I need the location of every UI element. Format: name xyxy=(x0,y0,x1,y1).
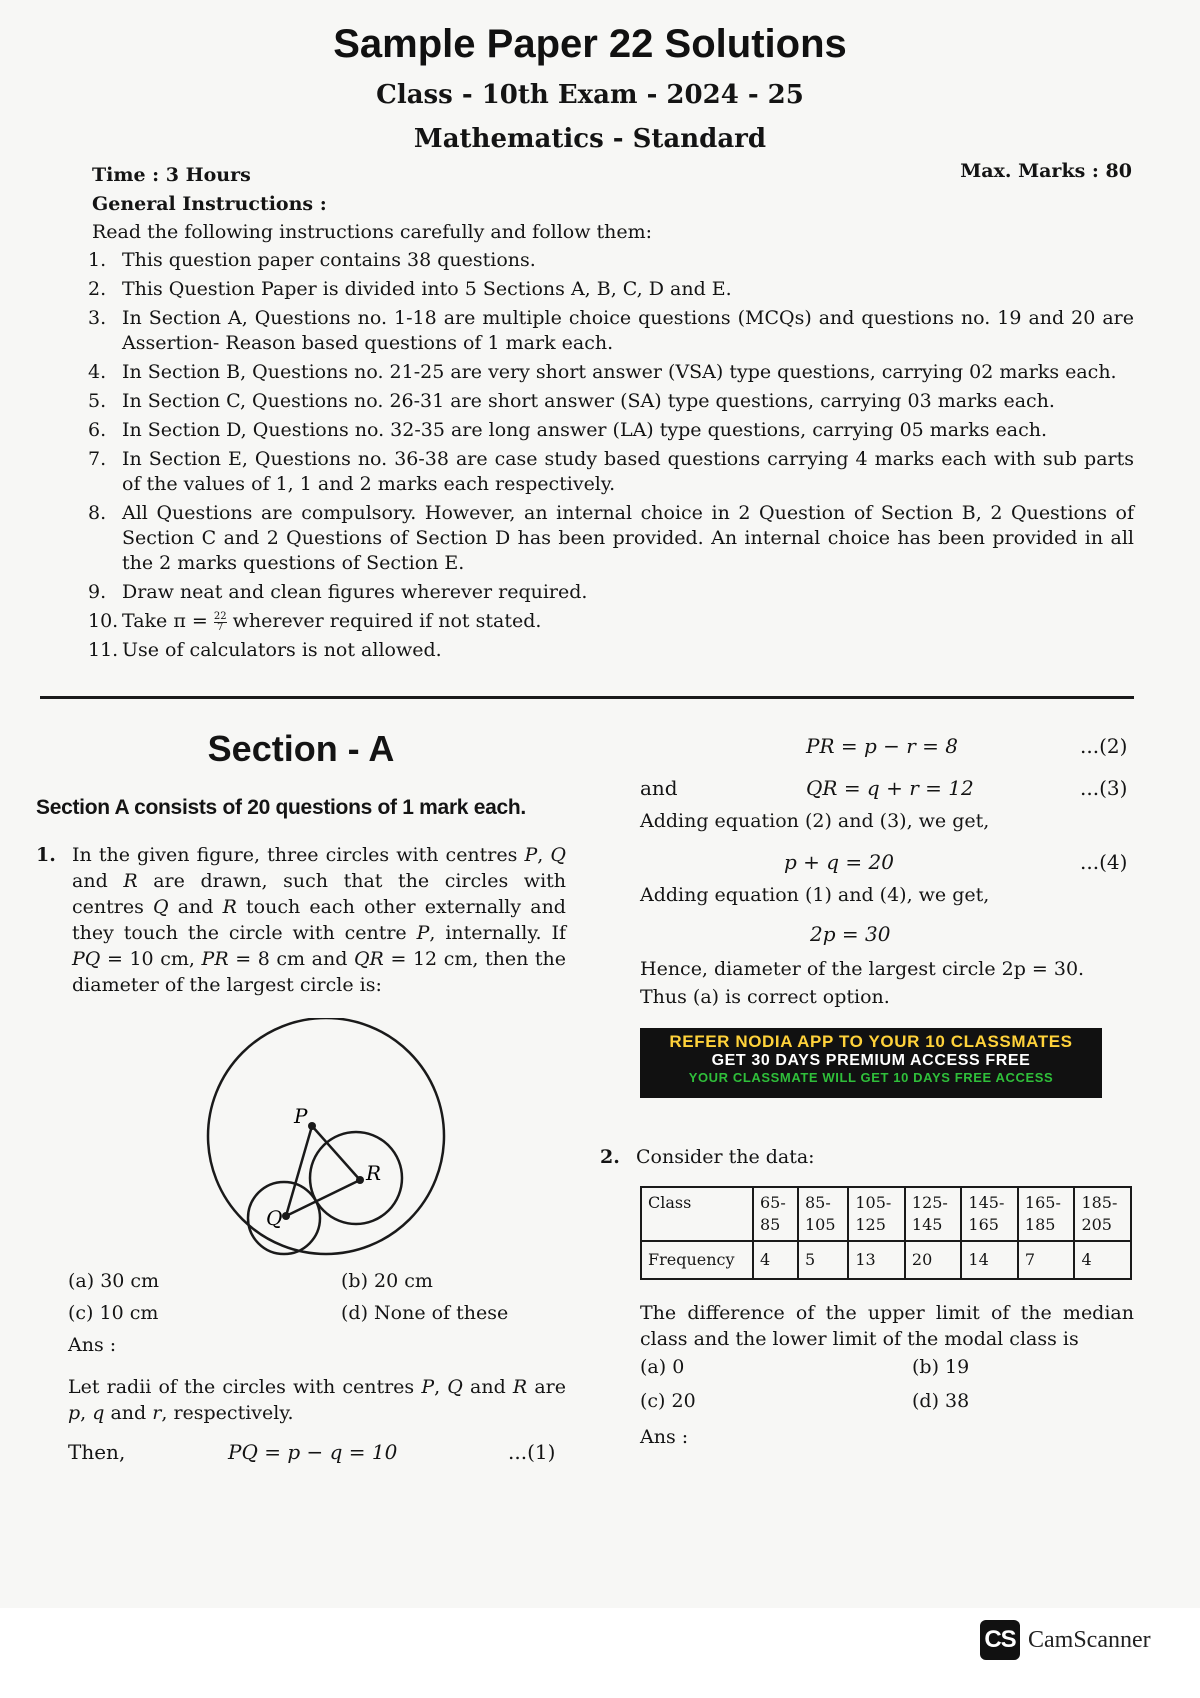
instructions-heading: General Instructions : xyxy=(92,193,327,215)
question-number: 1. xyxy=(36,844,56,866)
table-cell: 125- 145 xyxy=(905,1187,962,1241)
option-b: (b) 20 cm xyxy=(341,1270,433,1292)
question-2-prompt: The difference of the upper limit of the median class and the lower limit of the modal class is xyxy=(640,1302,1134,1350)
solution-intro: Let radii of the circles with centres P, Q and R are p, q and r, respectively. xyxy=(68,1376,566,1424)
paper-title: Sample Paper 22 Solutions xyxy=(333,22,847,66)
segment-pr xyxy=(312,1126,360,1180)
promo-banner[interactable] xyxy=(640,1028,1102,1098)
camscanner-label: CamScanner xyxy=(1028,1626,1151,1653)
banner-line-2: GET 30 DAYS PREMIUM ACCESS FREE xyxy=(711,1052,1031,1069)
answer-label: Ans : xyxy=(68,1334,117,1356)
table-header-cell: Frequency xyxy=(641,1241,753,1279)
table-cell: 145- 165 xyxy=(961,1187,1018,1241)
thus-line: Thus (a) is correct option. xyxy=(640,986,890,1008)
instruction-item: 11. Use of calculators is not allowed. xyxy=(88,639,442,661)
table-row xyxy=(641,1241,1131,1279)
hence-line: Hence, diameter of the largest circle 2p = 30. xyxy=(640,958,1085,980)
question-2 xyxy=(600,1146,1140,1168)
option-c: (c) 20 xyxy=(640,1390,696,1412)
table-row xyxy=(641,1187,1131,1241)
option-c: (c) 10 cm xyxy=(68,1302,159,1324)
instructions-intro: Read the following instructions carefully and follow them: xyxy=(92,221,653,243)
table-cell: 7 xyxy=(1018,1241,1075,1279)
adding-2-3: Adding equation (2) and (3), we get, xyxy=(640,810,990,832)
table-header-cell: Class xyxy=(641,1187,753,1241)
table-cell: 4 xyxy=(1074,1241,1131,1279)
large-circle xyxy=(208,1018,444,1254)
instruction-item: 6. In Section D, Questions no. 32-35 are long answer (LA) type questions, carrying 05 marks each. xyxy=(88,419,1048,441)
point-q xyxy=(282,1212,290,1220)
table-cell: 85- 105 xyxy=(798,1187,848,1241)
instruction-item: 8. All Questions are compulsory. However, an internal choice in 2 Question of Section B, 2 Questions of Section C and 2 Questions of Section D has been provided. An internal choice has been provided in all the 2 marks questions of Section E. xyxy=(88,502,1134,574)
table-cell: 20 xyxy=(905,1241,962,1279)
table-cell: 65- 85 xyxy=(753,1187,798,1241)
instruction-item: 2. This Question Paper is divided into 5 Sections A, B, C, D and E. xyxy=(88,278,732,300)
section-divider xyxy=(40,696,1134,699)
instruction-item: 7. In Section E, Questions no. 36-38 are case study based questions carrying 4 marks each with sub parts of the values of 1, 1 and 2 marks each respectively. xyxy=(88,448,1134,495)
table-cell: 165- 185 xyxy=(1018,1187,1075,1241)
instructions-list xyxy=(80,248,1134,667)
option-a: (a) 30 cm xyxy=(68,1270,160,1292)
camscanner-logo-icon: CS xyxy=(980,1620,1020,1660)
time-label: Time : 3 Hours xyxy=(92,164,251,186)
max-marks-label: Max. Marks : 80 xyxy=(960,160,1132,182)
camscanner-watermark xyxy=(980,1620,1151,1660)
option-d: (d) 38 xyxy=(912,1390,970,1412)
option-d: (d) None of these xyxy=(341,1302,509,1324)
document-page: Sample Paper 22 Solutions Class - 10th Exam - 2024 - 25 Mathematics - Standard Time : 3 Hours Max. Marks : 80 General Instructions : Read the following instructions carefully and follow them: 1. This question paper contains 38 questions. 2. This Question Paper is divided into 5 Sections A, B, C, D and E. 3. In Section A, Questions no. 1-18 are multiple choice questions (MCQs) and questions no. 19 and 20 are Assertion- Reason based questions of 1 mark each. 4. In Section B, Questions no. 21-25 are very short answer (VSA) type questions, carrying 02 marks each. 5. In Section C, Questions no. 26-31 are short answer (SA) type questions, carrying 03 marks each. 6. In Section D, Questions no. 32-35 are long answer (LA) type questions, carrying 05 marks each. 7. In Section E, Questions no. 36-38 are case study based questions carrying 4 marks each with sub parts of the values of 1, 1 and 2 marks each respectively. 8. All Questions are compulsory. However, an internal choice in 2 Question of Section B, 2 Questions of Section C and 2 Questions of Section D has been provided. An internal choice has been provided in all the 2 marks questions of Section E. 9. Draw neat and clean figures wherever required. 10. Take π = $\frac{22}{7}$ wherever required if not stated. 11. Use of calculators is not allowed. Section - A Section A consists of 20 questions of 1 mark each. 1. In the given figure, three circles with centres P, Q and R are drawn, such that the circles with centres Q and R touch each other externally and they touch the circle with centre P, internally. If PQ = 10 cm, PR = 8 cm and QR = 12 cm, then the diameter of the largest circle is: P Q R (a) 30 cm (b) 20 cm (c) 10 cm (d) None of these Ans : Let radii of the circles with centres P, Q and R are p, q and r, respectively. Then, PQ = p − q = 10 ...(1) PR = p − r = 8 ...(2) and QR = q + r = 12 ...(3) Adding equation (2) and (3), we get, p + q = 20 ...(4) Adding equation (1) and (4), we get, 2p = 30 Hence, diameter of the largest circle 2p = 30. Thus (a) is correct option. REFER NODIA APP TO YOUR 10 CLASSMATES GET 30 DAYS PREMIUM ACCESS FREE YOUR CLASSMATE WILL GET 10 DAYS FREE ACCESS 2. Consider the data: Class 65- 85 85- 105 105- 125 125- 145 145- 165 165- 185 185- 205 Frequency 4 5 13 20 14 7 4 The difference of the upper limit of the median class and the lower limit of the modal class is (a) 0 (b) 19 (c) 20 (d) 38 Ans : xyxy=(0,0,1200,1608)
adding-1-4: Adding equation (1) and (4), we get, xyxy=(640,884,990,906)
instruction-item: 5. In Section C, Questions no. 26-31 are short answer (SA) type questions, carrying 03 marks each. xyxy=(88,390,1055,412)
section-title: Section - A xyxy=(207,728,395,769)
circles-figure xyxy=(186,1018,466,1288)
answer-label: Ans : xyxy=(640,1426,689,1448)
label-p: P xyxy=(294,1104,308,1128)
table-cell: 14 xyxy=(961,1241,1018,1279)
instruction-item: 1. This question paper contains 38 questions. xyxy=(88,249,536,271)
table-cell: 13 xyxy=(848,1241,905,1279)
option-b: (b) 19 xyxy=(912,1356,970,1378)
question-text: In the given figure, three circles with centres P, Q and R are drawn, such that the circles with centres Q and R touch each other externally and they touch the circle with centre P, internally. If PQ = 10 cm, PR = 8 cm and QR = 12 cm, then the diameter of the largest circle is: xyxy=(72,844,567,996)
point-r xyxy=(356,1176,364,1184)
instruction-item: 4. In Section B, Questions no. 21-25 are very short answer (VSA) type questions, carrying 02 marks each. xyxy=(88,361,1117,383)
class-line: Class - 10th Exam - 2024 - 25 xyxy=(376,80,804,110)
circle-r xyxy=(310,1132,402,1224)
option-a: (a) 0 xyxy=(640,1356,685,1378)
fraction-22-7: $\frac{22}{7}$ xyxy=(213,610,227,633)
instruction-item: 10. Take π = $\frac{22}{7}$ wherever required if not stated. xyxy=(88,610,542,633)
table-cell: 4 xyxy=(753,1241,798,1279)
table-cell: 105- 125 xyxy=(848,1187,905,1241)
banner-line-1: REFER NODIA APP TO YOUR 10 CLASSMATES xyxy=(669,1032,1073,1051)
table-cell: 5 xyxy=(798,1241,848,1279)
label-q: Q xyxy=(266,1206,283,1230)
banner-line-3: YOUR CLASSMATE WILL GET 10 DAYS FREE ACCESS xyxy=(688,1070,1054,1085)
question-1 xyxy=(36,842,566,998)
question-text: Consider the data: xyxy=(636,1146,815,1168)
table-cell: 185- 205 xyxy=(1074,1187,1131,1241)
segment-pq xyxy=(286,1126,312,1216)
instruction-item: 3. In Section A, Questions no. 1-18 are multiple choice questions (MCQs) and questions no. 19 and 20 are Assertion- Reason based questions of 1 mark each. xyxy=(88,307,1134,354)
point-p xyxy=(308,1122,316,1130)
section-subtitle: Section A consists of 20 questions of 1 mark each. xyxy=(36,796,526,819)
label-r: R xyxy=(366,1161,382,1185)
instruction-item: 9. Draw neat and clean figures wherever required. xyxy=(88,581,588,603)
question-number: 2. xyxy=(600,1146,620,1168)
frequency-table xyxy=(640,1186,1132,1280)
subject-line: Mathematics - Standard xyxy=(413,124,767,154)
